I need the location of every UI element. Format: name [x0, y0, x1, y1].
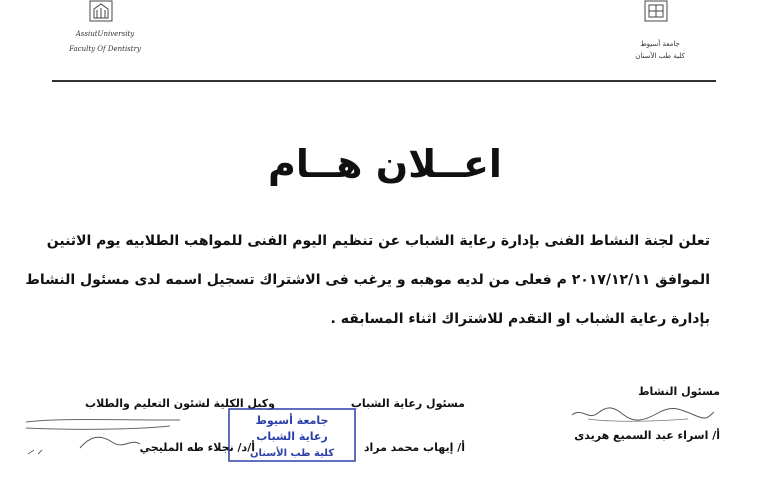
body-line: تعلن لجنة النشاط الفنى بإدارة رعاية الشباب عن تنظيم اليوم الفنى للمواهب الطلابيه يوم الاثنين — [46, 233, 710, 249]
stamp-line: كلية طب الأسنان — [249, 448, 335, 459]
signatory-role: مسئول رعاية الشباب — [350, 397, 465, 410]
announcement-body — [25, 222, 710, 339]
stamp-line: جامعة أسيوط — [255, 414, 329, 427]
signatory-role: مسئول النشاط — [638, 385, 720, 398]
stamp-line: رعاية الشباب — [256, 430, 328, 443]
announcement-title: اعــلان هــام — [268, 142, 502, 186]
signatory-name: أ/ اسراء عبد السميع هريدى — [574, 429, 720, 442]
header-ar — [600, 38, 720, 62]
signatory-name: أ/ إيهاب محمد مراد — [363, 441, 465, 454]
official-stamp — [228, 408, 356, 462]
university-name-en: AssiutUniversity — [75, 30, 135, 38]
handwritten-signature — [20, 408, 185, 458]
body-line: بإدارة رعاية الشباب او التقدم للاشتراك اثناء المسابقه . — [330, 311, 710, 327]
header-divider — [52, 80, 716, 82]
faculty-logo — [641, 0, 671, 24]
signatory-name: أ/د/ نجلاء طه المليجي — [139, 441, 255, 454]
handwritten-signature — [568, 403, 718, 425]
faculty-name-ar: كلية طب الأسنان — [635, 52, 685, 60]
signatory-role: وكيل الكلية لشئون التعليم والطلاب — [85, 397, 275, 410]
faculty-name-en: Faculty Of Dentistry — [69, 45, 141, 53]
assiut-university-logo — [86, 0, 116, 24]
body-line: الموافق ٢٠١٧/١٢/١١ م فعلى من لديه موهبه و يرغب فى الاشتراك تسجيل اسمه لدى مسئول النشاط — [25, 272, 710, 288]
signature-block-youth-care — [345, 396, 465, 456]
header-en — [60, 27, 150, 57]
university-name-ar: جامعة أسيوط — [640, 40, 680, 48]
